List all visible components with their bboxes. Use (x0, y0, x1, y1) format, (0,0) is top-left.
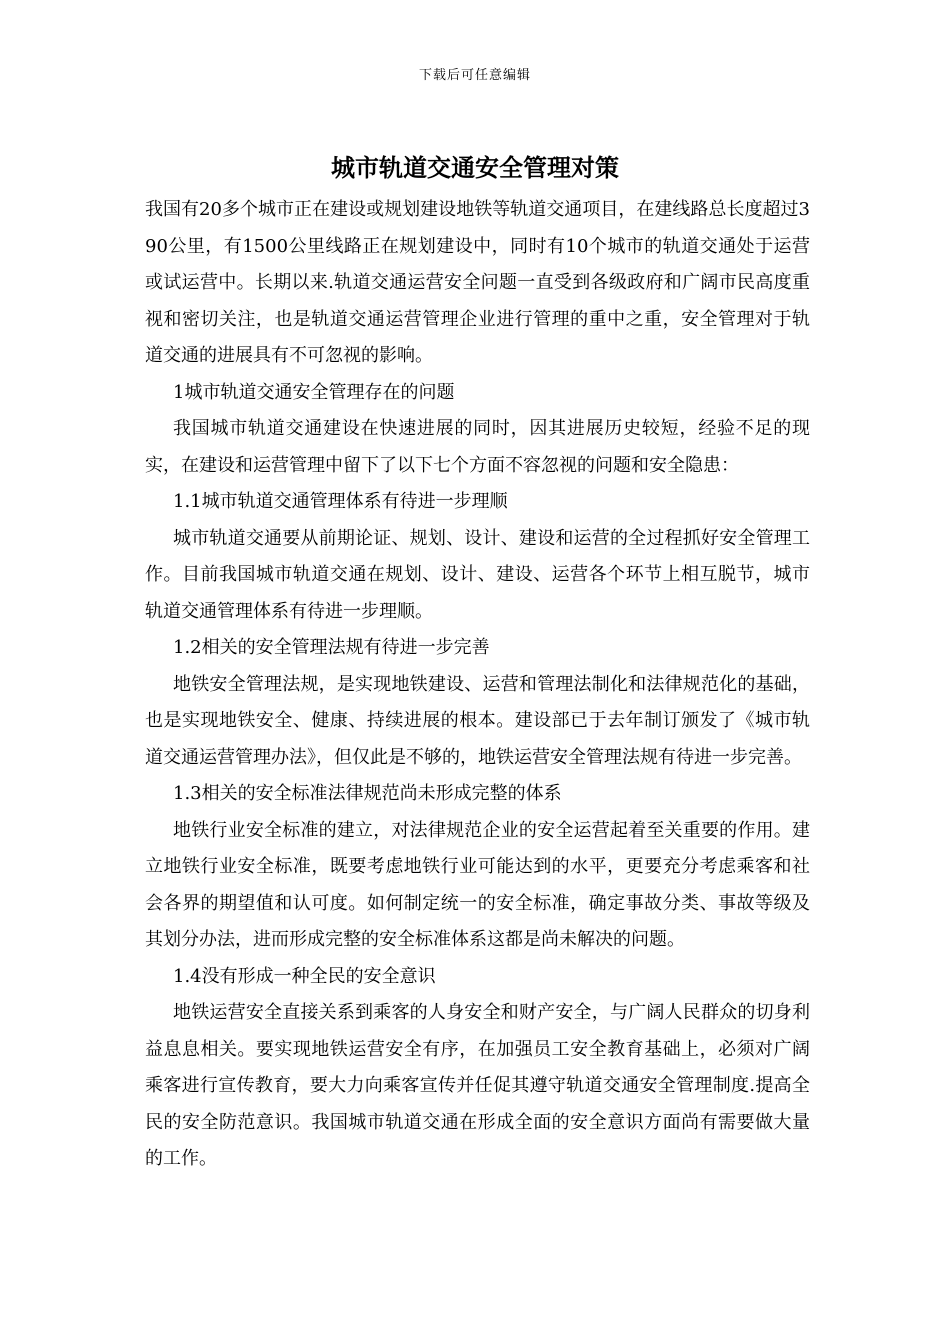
section-heading: 1城市轨道交通安全管理存在的问题 (173, 381, 455, 403)
document-title: 城市轨道交通安全管理对策 (331, 153, 619, 182)
body-paragraph: 地铁行业安全标准的建立，对法律规范企业的安全运营起着至关重要的作用。建立地铁行业安全标准，既要考虑地铁行业可能达到的水平，更要充分考虑乘客和社会各界的期望值和认可度。如何制定统一的安全标准，确定事故分类、事故等级及其划分办法，进而形成完整的安全标准体系这都是尚未解决的问题。 (145, 819, 810, 950)
document-body (145, 192, 810, 1178)
body-paragraph: 城市轨道交通要从前期论证、规划、设计、建设和运营的全过程抓好安全管理工作。目前我国城市轨道交通在规划、设计、建设、运营各个环节上相互脱节，城市轨道交通管理体系有待进一步理顺。 (145, 527, 810, 622)
section-heading: 1.4没有形成一种全民的安全意识 (173, 965, 436, 987)
body-paragraph: 我国城市轨道交通建设在快速进展的同时，因其进展历史较短，经验不足的现实，在建设和运营管理中留下了以下七个方面不容忽视的问题和安全隐患： (145, 418, 810, 476)
body-paragraph: 我国有20多个城市正在建设或规划建设地铁等轨道交通项目，在建线路总长度超过390公里，有1500公里线路正在规划建设中，同时有10个城市的轨道交通处于运营或试运营中。长期以来.轨道交通运营安全问题一直受到各级政府和广阔市民高度重视和密切关注，也是轨道交通运营管理企业进行管理的重中之重，安全管理对于轨道交通的进展具有不可忽视的影响。 (145, 199, 810, 366)
section-heading: 1.2相关的安全管理法规有待进一步完善 (173, 637, 490, 658)
section-heading: 1.1城市轨道交通管理体系有待进一步理顺 (173, 491, 508, 512)
body-paragraph: 地铁安全管理法规，是实现地铁建设、运营和管理法制化和法律规范化的基础，也是实现地铁安全、健康、持续进展的根本。建设部已于去年制订颁发了《城市轨道交通运营管理办法》，但仅此是不够的，地铁运营安全管理法规有待进一步完善。 (145, 673, 810, 768)
header-note: 下载后可任意编辑 (418, 68, 531, 83)
body-paragraph: 地铁运营安全直接关系到乘客的人身安全和财产安全，与广阔人民群众的切身利益息息相关。要实现地铁运营安全有序，在加强员工安全教育基础上，必须对广阔乘客进行宣传教育，要大力向乘客宣传并任促其遵守轨道交通安全管理制度.提高全民的安全防范意识。我国城市轨道交通在形成全面的安全意识方面尚有需要做大量的工作。 (145, 1002, 810, 1169)
section-heading: 1.3相关的安全标准法律规范尚未形成完整的体系 (173, 783, 562, 804)
